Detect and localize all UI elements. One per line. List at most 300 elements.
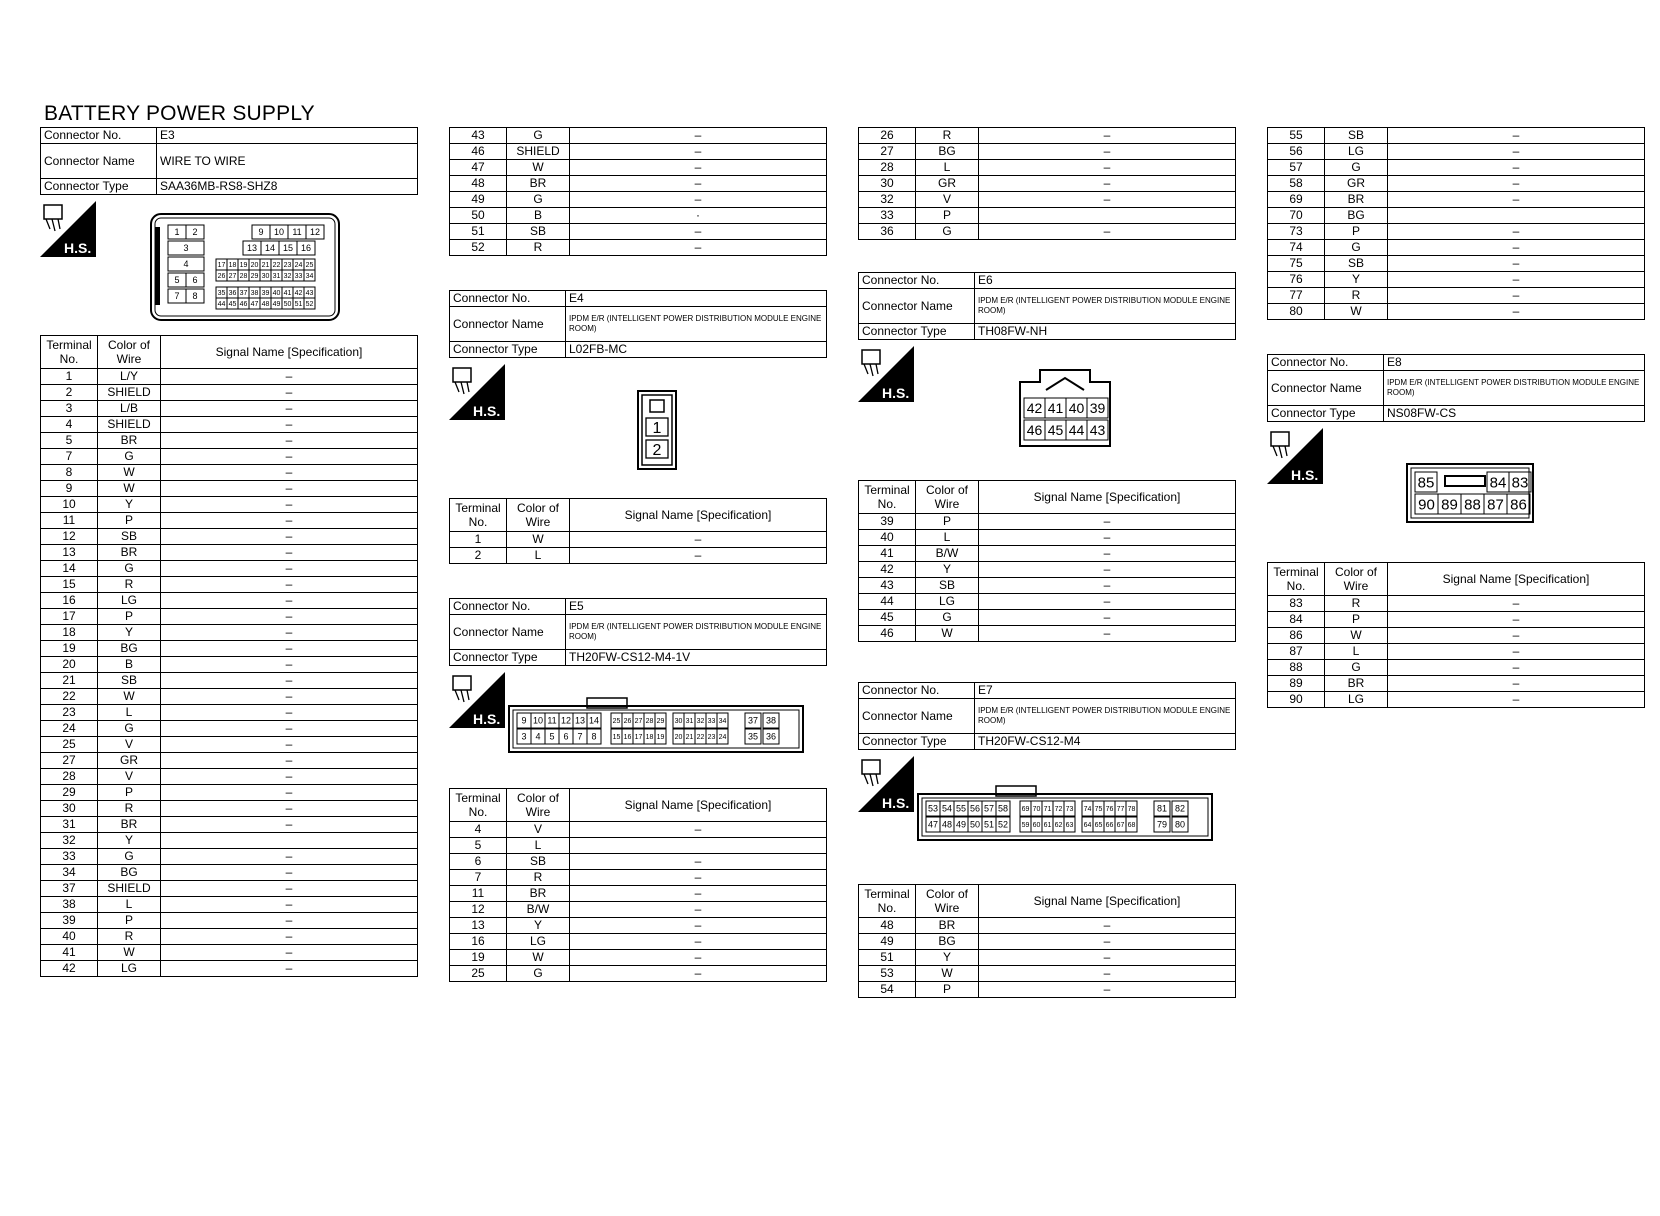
terminal-no: 2: [41, 385, 98, 401]
pin-label: 76: [1105, 806, 1114, 814]
pin-label: 61: [1043, 822, 1052, 830]
terminal-no: 83: [1268, 596, 1325, 612]
terminal-no: 17: [41, 609, 98, 625]
terminal-no: 4: [450, 822, 507, 838]
signal-name: –: [161, 753, 418, 769]
wire-color: V: [98, 769, 161, 785]
terminal-no-header: Terminal No.: [859, 885, 916, 918]
table-row: [450, 918, 827, 934]
table-row: [41, 401, 418, 417]
table-row: [450, 240, 827, 256]
wire-color: LG: [98, 961, 161, 977]
connector-pinout-e3: [150, 213, 342, 323]
wire-color: L: [1325, 644, 1388, 660]
terminal-no: 26: [859, 128, 916, 144]
signal-name: –: [979, 514, 1236, 530]
harness-side-icon: [858, 756, 914, 812]
wire-color: SB: [916, 578, 979, 594]
wire-color: G: [507, 192, 570, 208]
terminal-no-header: Terminal No.: [450, 789, 507, 822]
table-row: [1268, 240, 1645, 256]
signal-name: –: [979, 562, 1236, 578]
signal-name: –: [161, 737, 418, 753]
table-row: [41, 721, 418, 737]
wire-color: P: [916, 982, 979, 998]
pin-label: 21: [261, 262, 270, 270]
pin-label: 50: [283, 301, 292, 309]
terminal-no: 54: [859, 982, 916, 998]
table-row: [859, 224, 1236, 240]
terminal-no: 49: [450, 192, 507, 208]
signal-name: –: [161, 401, 418, 417]
connector-no-label: Connector No.: [41, 128, 157, 144]
pin-label: 26: [217, 273, 226, 281]
terminal-no: 88: [1268, 660, 1325, 676]
table-header: [859, 885, 1236, 918]
connector-type-label: Connector Type: [859, 734, 975, 750]
table-row: [450, 176, 827, 192]
connector-name-value: IPDM E/R (INTELLIGENT POWER DISTRIBUTION MODULE ENGINE ROOM): [1387, 378, 1640, 397]
connector-type-value: TH20FW-CS12-M4: [975, 734, 1236, 750]
terminal-no: 49: [859, 934, 916, 950]
color-of-wire-header: Color of Wire: [916, 481, 979, 514]
table-row: [1268, 176, 1645, 192]
terminal-no: 30: [41, 801, 98, 817]
terminal-no: 34: [41, 865, 98, 881]
terminal-no: 75: [1268, 256, 1325, 272]
signal-name: –: [1388, 692, 1645, 708]
pin-label: 45: [228, 301, 237, 309]
svg-text:H.S.: H.S.: [473, 403, 501, 419]
table-row: [41, 961, 418, 977]
wire-color: BG: [98, 865, 161, 881]
pin-label: 44: [217, 301, 226, 309]
pin-label: 11: [547, 715, 557, 726]
signal-name: [570, 838, 827, 854]
signal-name: –: [161, 561, 418, 577]
pin-label: 57: [983, 803, 995, 814]
signal-name: –: [161, 689, 418, 705]
terminal-no: 33: [41, 849, 98, 865]
pin-label: 87: [1487, 496, 1504, 514]
pin-label: 13: [246, 243, 258, 254]
svg-text:H.S.: H.S.: [64, 240, 92, 256]
connector-no-label: Connector No.: [859, 683, 975, 699]
table-row: [41, 737, 418, 753]
connector-name-label: Connector Name: [450, 307, 566, 342]
pin-label: 30: [674, 718, 683, 726]
table-row: [41, 609, 418, 625]
table-row: [41, 673, 418, 689]
pin-label: 33: [294, 273, 303, 281]
pin-label: 50: [969, 819, 981, 830]
connector-no-label: Connector No.: [450, 291, 566, 307]
wire-color: Y: [507, 918, 570, 934]
terminal-no: 56: [1268, 144, 1325, 160]
column-1: [40, 127, 418, 977]
terminal-no: 20: [41, 657, 98, 673]
table-row: [41, 593, 418, 609]
terminal-no: 55: [1268, 128, 1325, 144]
signal-name: –: [570, 176, 827, 192]
wire-color: P: [98, 609, 161, 625]
signal-name-header: Signal Name [Specification]: [570, 789, 827, 822]
connector-info-e5: [449, 598, 827, 666]
table-row: [41, 433, 418, 449]
terminal-no: 39: [859, 514, 916, 530]
wire-color: W: [916, 966, 979, 982]
terminal-no: 51: [450, 224, 507, 240]
pin-label: 56: [969, 803, 981, 814]
wire-color: W: [98, 689, 161, 705]
signal-name: –: [570, 128, 827, 144]
pin-label: 32: [696, 718, 705, 726]
terminal-no: 10: [41, 497, 98, 513]
connector-no-label: Connector No.: [1268, 355, 1384, 371]
connector-no-value: E4: [566, 291, 827, 307]
table-row: [41, 833, 418, 849]
pin-label: 42: [1026, 400, 1043, 417]
signal-name: –: [570, 822, 827, 838]
signal-name: –: [161, 865, 418, 881]
pin-label: 27: [228, 273, 237, 281]
wire-color: W: [507, 160, 570, 176]
wiring-table-e5-continued: [858, 127, 1236, 240]
connector-type-value: TH08FW-NH: [975, 324, 1236, 340]
connector-pinout-e6: [1010, 368, 1122, 450]
wire-color: B/W: [507, 902, 570, 918]
signal-name: –: [1388, 676, 1645, 692]
pin-label: 81: [1156, 803, 1168, 814]
pin-label: 35: [747, 731, 759, 742]
connector-no-value: E8: [1384, 355, 1645, 371]
wiring-table-e5: [449, 788, 827, 982]
wire-color: P: [916, 514, 979, 530]
connector-info-e6: [858, 272, 1236, 340]
table-row: [1268, 660, 1645, 676]
signal-name: –: [1388, 272, 1645, 288]
pin-label: 34: [718, 718, 727, 726]
terminal-no: 6: [450, 854, 507, 870]
terminal-no: 40: [41, 929, 98, 945]
pin-label: 40: [272, 290, 281, 298]
pin-label: 47: [250, 301, 259, 309]
signal-name: –: [570, 192, 827, 208]
table-header: [450, 499, 827, 532]
column-4: [1267, 127, 1645, 708]
signal-name: –: [161, 817, 418, 833]
terminal-no: 84: [1268, 612, 1325, 628]
pin-label: 6: [192, 275, 198, 286]
table-row: [859, 514, 1236, 530]
pin-label: 8: [591, 731, 597, 742]
table-row: [859, 176, 1236, 192]
table-row: [1268, 192, 1645, 208]
table-row: [1268, 288, 1645, 304]
signal-name: –: [161, 625, 418, 641]
signal-name: –: [161, 705, 418, 721]
table-row: [41, 881, 418, 897]
terminal-no: 41: [859, 546, 916, 562]
signal-name: –: [1388, 644, 1645, 660]
terminal-no: 29: [41, 785, 98, 801]
pin-label: 55: [955, 803, 967, 814]
connector-diagram-e5: [449, 666, 827, 788]
terminal-no: 36: [859, 224, 916, 240]
pin-label: 4: [183, 259, 189, 270]
table-row: [41, 481, 418, 497]
connector-diagram-e4: [449, 358, 827, 498]
table-row: [41, 449, 418, 465]
signal-name: –: [570, 160, 827, 176]
pin-label: 88: [1464, 496, 1481, 514]
table-row: [450, 224, 827, 240]
connector-type-value: SAA36MB-RS8-SHZ8: [157, 179, 418, 195]
color-of-wire-header: Color of Wire: [1325, 563, 1388, 596]
wire-color: L: [98, 705, 161, 721]
terminal-no: 33: [859, 208, 916, 224]
wire-color: G: [98, 721, 161, 737]
pin-label: 19: [239, 262, 248, 270]
wire-color: W: [98, 465, 161, 481]
terminal-no: 16: [450, 934, 507, 950]
pin-label: 7: [577, 731, 583, 742]
wire-color: BR: [1325, 192, 1388, 208]
wire-color: G: [1325, 240, 1388, 256]
pin-label: 13: [574, 715, 586, 726]
terminal-no: 22: [41, 689, 98, 705]
pin-label: 24: [718, 734, 727, 742]
connector-name-label: Connector Name: [1268, 371, 1384, 406]
terminal-no: 15: [41, 577, 98, 593]
pin-label: 6: [563, 731, 569, 742]
signal-name: –: [570, 144, 827, 160]
signal-name: –: [979, 546, 1236, 562]
pin-label: 78: [1127, 806, 1136, 814]
pin-label: 83: [1511, 474, 1529, 492]
signal-name-header: Signal Name [Specification]: [979, 481, 1236, 514]
signal-name: –: [161, 961, 418, 977]
wiring-table-e6: [858, 480, 1236, 642]
wire-color: V: [916, 192, 979, 208]
wire-color: P: [1325, 224, 1388, 240]
pin-label: 4: [535, 731, 541, 742]
signal-name: ·: [570, 208, 827, 224]
pin-label: 23: [707, 734, 716, 742]
wire-color: L/B: [98, 401, 161, 417]
table-row: [450, 548, 827, 564]
wire-color: R: [1325, 596, 1388, 612]
signal-name-header: Signal Name [Specification]: [979, 885, 1236, 918]
pin-label: 80: [1174, 819, 1186, 830]
table-row: [450, 966, 827, 982]
pin-label: 20: [674, 734, 683, 742]
signal-name: –: [1388, 144, 1645, 160]
svg-text:H.S.: H.S.: [473, 711, 501, 727]
signal-name: –: [161, 513, 418, 529]
signal-name: –: [161, 897, 418, 913]
wire-color: L: [507, 838, 570, 854]
pin-label: 51: [294, 301, 303, 309]
terminal-no: 7: [41, 449, 98, 465]
signal-name: –: [161, 545, 418, 561]
table-row: [41, 897, 418, 913]
table-row: [1268, 676, 1645, 692]
wire-color: G: [916, 224, 979, 240]
signal-name: –: [161, 433, 418, 449]
wire-color: SHIELD: [507, 144, 570, 160]
pin-label: 16: [300, 243, 312, 254]
signal-name: –: [570, 870, 827, 886]
wire-color: G: [1325, 660, 1388, 676]
table-row: [450, 934, 827, 950]
table-row: [859, 128, 1236, 144]
terminal-no: 74: [1268, 240, 1325, 256]
pin-label: 49: [272, 301, 281, 309]
table-row: [41, 865, 418, 881]
terminal-no: 13: [450, 918, 507, 934]
harness-side-icon: [40, 201, 96, 257]
wire-color: SB: [98, 529, 161, 545]
signal-name: –: [1388, 240, 1645, 256]
wire-color: LG: [916, 594, 979, 610]
wire-color: P: [916, 208, 979, 224]
pin-label: 31: [685, 718, 694, 726]
signal-name: –: [1388, 628, 1645, 644]
table-row: [1268, 644, 1645, 660]
table-row: [1268, 224, 1645, 240]
wire-color: Y: [98, 625, 161, 641]
terminal-no: 52: [450, 240, 507, 256]
wire-color: GR: [1325, 176, 1388, 192]
pin-label: 84: [1489, 474, 1507, 492]
signal-name: –: [161, 769, 418, 785]
pin-label: 47: [927, 819, 939, 830]
wiring-table-e3: [40, 335, 418, 977]
wire-color: LG: [507, 934, 570, 950]
signal-name: –: [979, 176, 1236, 192]
signal-name: –: [979, 626, 1236, 642]
terminal-no: 69: [1268, 192, 1325, 208]
harness-side-icon: [449, 672, 505, 728]
pin-label: 20: [250, 262, 259, 270]
signal-name: –: [161, 369, 418, 385]
pin-label: 51: [983, 819, 995, 830]
wire-color: V: [507, 822, 570, 838]
terminal-no: 5: [450, 838, 507, 854]
wire-color: SB: [98, 673, 161, 689]
terminal-no: 58: [1268, 176, 1325, 192]
pin-label: 44: [1068, 422, 1085, 439]
signal-name: –: [161, 945, 418, 961]
signal-name: –: [1388, 596, 1645, 612]
table-row: [1268, 256, 1645, 272]
wire-color: BR: [1325, 676, 1388, 692]
signal-name: –: [161, 593, 418, 609]
terminal-no: 1: [41, 369, 98, 385]
wire-color: W: [507, 532, 570, 548]
terminal-no: 48: [450, 176, 507, 192]
signal-name: –: [979, 224, 1236, 240]
pin-label: 5: [549, 731, 555, 742]
pin-label: 72: [1054, 806, 1063, 814]
pin-label: 25: [612, 718, 621, 726]
wire-color: W: [98, 481, 161, 497]
table-row: [1268, 596, 1645, 612]
table-row: [41, 657, 418, 673]
wire-color: R: [1325, 288, 1388, 304]
pin-label: 48: [941, 819, 953, 830]
wiring-table-e4: [449, 498, 827, 564]
pin-label: 52: [305, 301, 314, 309]
pin-label: 21: [685, 734, 694, 742]
connector-info-e3: [40, 127, 418, 195]
signal-name: –: [1388, 304, 1645, 320]
pin-label: 25: [305, 262, 314, 270]
table-row: [450, 532, 827, 548]
connector-diagram-e7: [858, 750, 1236, 884]
wire-color: BG: [916, 934, 979, 950]
connector-diagram-e8: [1267, 422, 1645, 562]
wire-color: BG: [916, 144, 979, 160]
pin-label: 12: [560, 715, 572, 726]
pin-label: 19: [656, 734, 665, 742]
svg-text:1: 1: [652, 420, 662, 437]
pin-label: 14: [588, 715, 600, 726]
wire-color: R: [916, 128, 979, 144]
terminal-no: 39: [41, 913, 98, 929]
terminal-no: 45: [859, 610, 916, 626]
signal-name: –: [161, 785, 418, 801]
color-of-wire-header: Color of Wire: [507, 789, 570, 822]
page-title: BATTERY POWER SUPPLY: [44, 102, 315, 125]
wire-color: G: [98, 449, 161, 465]
terminal-no: 87: [1268, 644, 1325, 660]
terminal-no: 42: [41, 961, 98, 977]
connector-type-label: Connector Type: [1268, 406, 1384, 422]
wire-color: B/W: [916, 546, 979, 562]
terminal-no: 86: [1268, 628, 1325, 644]
pin-label: 29: [250, 273, 259, 281]
wire-color: LG: [1325, 144, 1388, 160]
wire-color: V: [98, 737, 161, 753]
pin-label: 15: [612, 734, 621, 742]
signal-name: –: [570, 548, 827, 564]
pin-label: 43: [1089, 422, 1106, 439]
terminal-no: 14: [41, 561, 98, 577]
color-of-wire-header: Color of Wire: [916, 885, 979, 918]
terminal-no: 30: [859, 176, 916, 192]
wire-color: W: [1325, 628, 1388, 644]
connector-diagram-e3: [40, 195, 418, 335]
pin-label: 18: [228, 262, 237, 270]
connector-name-value: WIRE TO WIRE: [157, 144, 418, 179]
connector-type-value: L02FB-MC: [566, 342, 827, 358]
table-row: [1268, 612, 1645, 628]
terminal-no: 5: [41, 433, 98, 449]
pin-label: 9: [258, 227, 264, 238]
terminal-no: 53: [859, 966, 916, 982]
connector-no-value: E5: [566, 599, 827, 615]
wire-color: Y: [1325, 272, 1388, 288]
signal-name-header: Signal Name [Specification]: [161, 336, 418, 369]
pin-label: 64: [1083, 822, 1092, 830]
pin-label: 3: [183, 243, 189, 254]
terminal-no: 32: [859, 192, 916, 208]
table-row: [41, 497, 418, 513]
table-row: [450, 192, 827, 208]
signal-name: –: [570, 934, 827, 950]
